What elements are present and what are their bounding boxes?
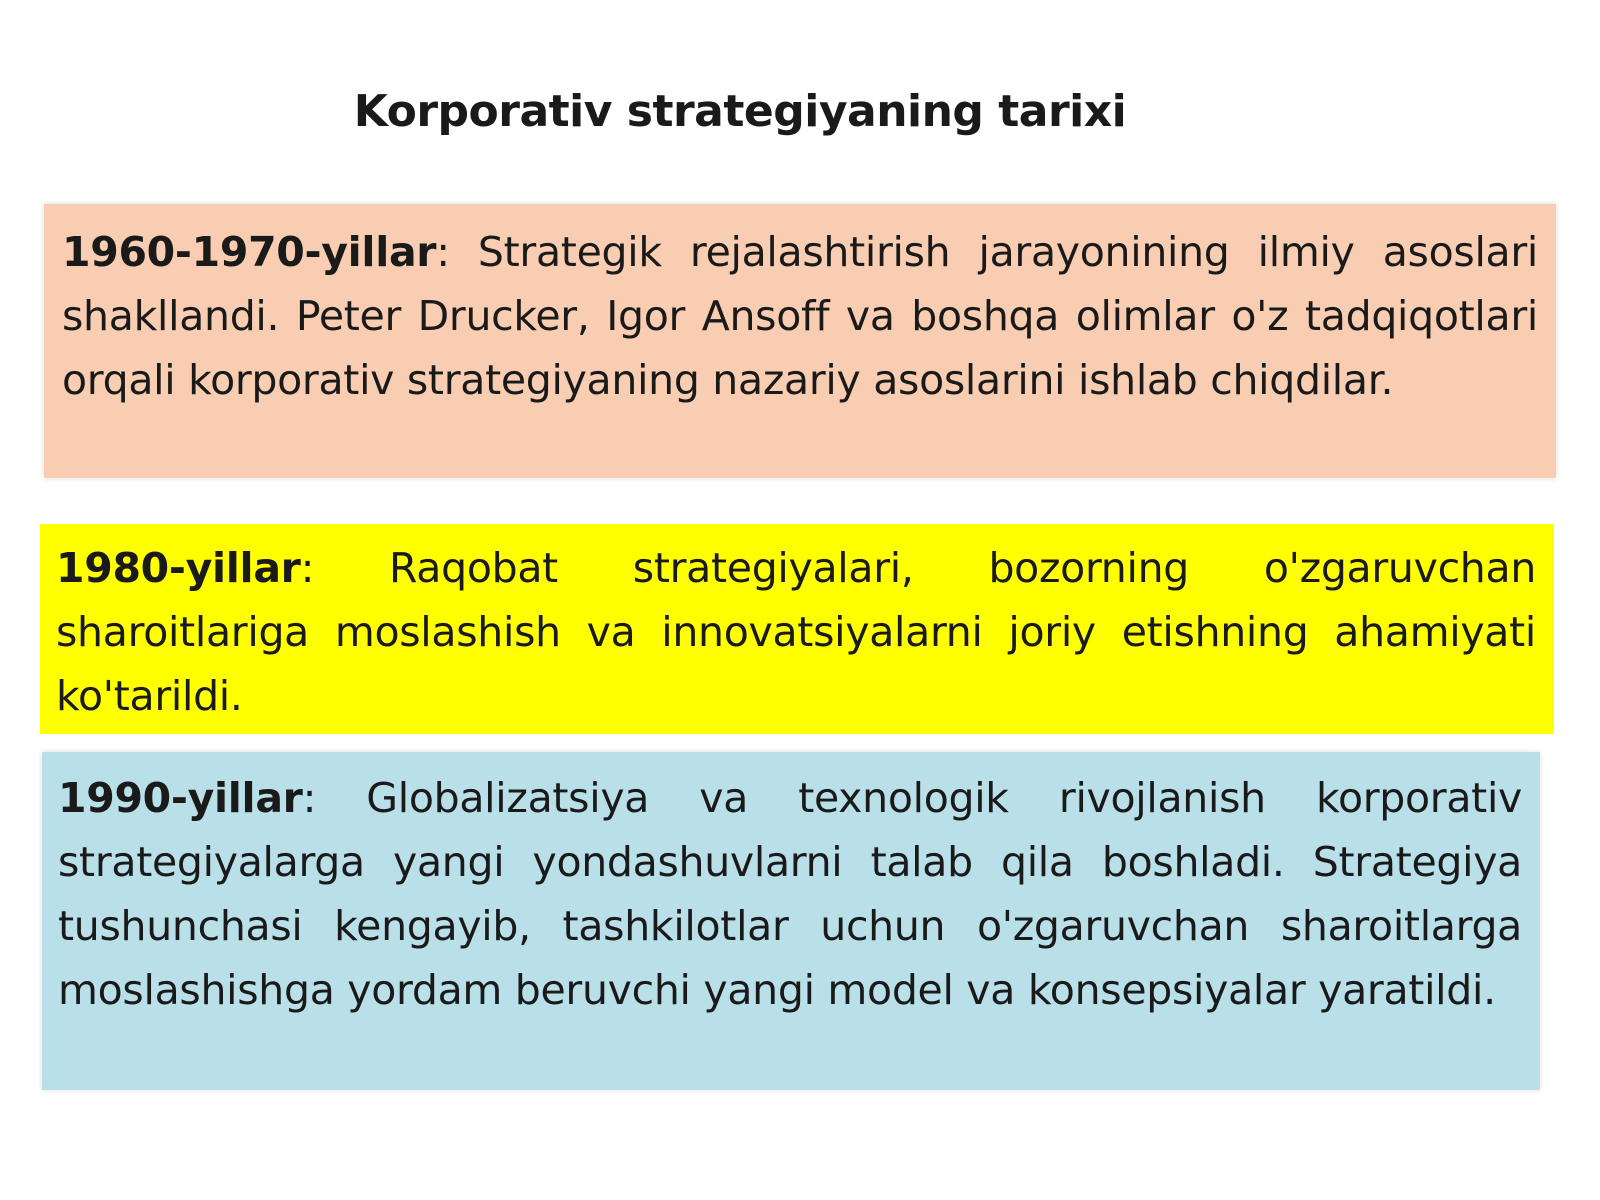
period-separator: : [436,228,478,276]
period-year-label: 1980-yillar [56,544,301,592]
period-box-1980 [40,524,1554,734]
period-year-label: 1960-1970-yillar [62,228,437,276]
period-separator: : [300,544,389,592]
period-description: Raqobat strategiyalari, bozorning o'zgaruvchan sharoitlariga moslashish va innovatsiyalarni joriy etishning ahamiyati ko'tarildi. [56,544,1537,720]
period-box-1960-1970 [44,204,1556,478]
period-description: Globalizatsiya va texnologik rivojlanish korporativ strategiyalarga yangi yondashuvlarni talab qila boshladi. Strategiya tushunchasi kengayib, tashkilotlar uchun o'zgaruvchan sharoitlarga moslashishga yordam beruvchi yangi model va konsepsiyalar yaratildi. [58,774,1523,1014]
period-separator: : [302,774,367,822]
slide-title: Korporativ strategiyaning tarixi [353,86,1127,137]
period-year-label: 1990-yillar [58,774,303,822]
period-box-1990 [42,752,1540,1090]
period-description: Strategik rejalashtirish jarayonining ilmiy asoslari shakllandi. Peter Drucker, Igor Ansoff va boshqa olimlar o'z tadqiqotlari orqali korporativ strategiyaning nazariy asoslarini ishlab chiqdilar. [62,228,1539,404]
